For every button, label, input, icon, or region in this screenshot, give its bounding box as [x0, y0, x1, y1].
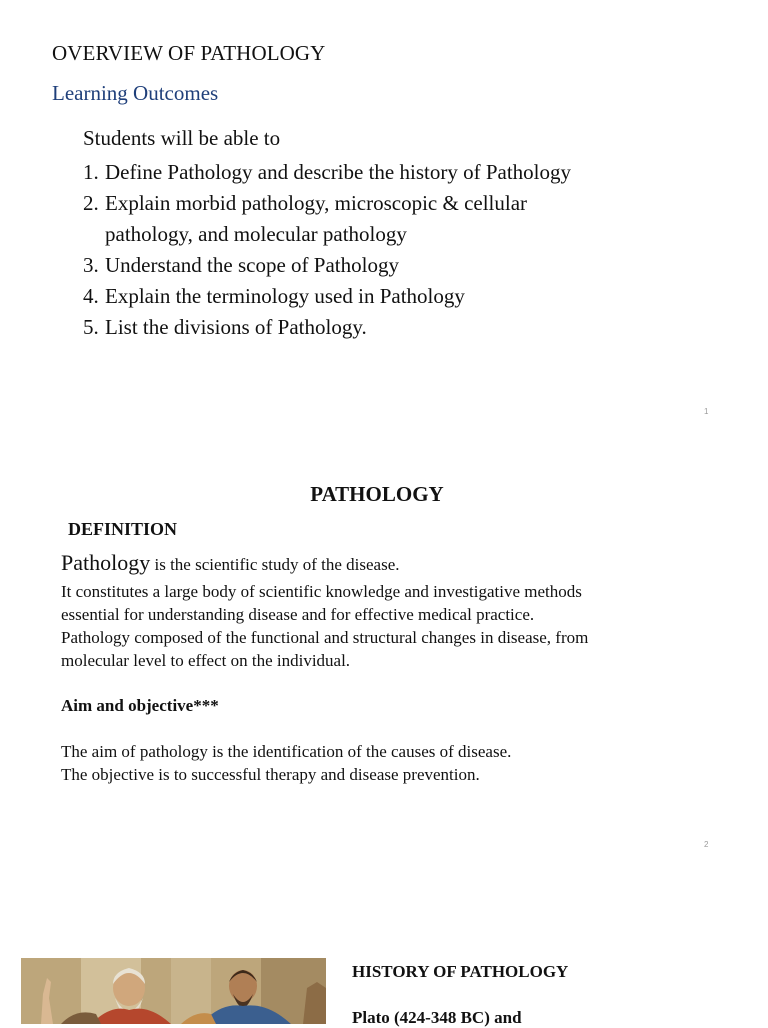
painting-image: [21, 958, 326, 1024]
definition-sentence: [61, 550, 400, 576]
slide3-title: HISTORY OF PATHOLOGY: [352, 962, 569, 981]
aim-line: The aim of pathology is the identification of the causes of disease.: [61, 742, 512, 761]
slide1-intro: Students will be able to: [83, 126, 281, 150]
definition-heading: DEFINITION: [68, 519, 178, 539]
body-line: It constitutes a large body of scientific knowledge and investigative methods: [61, 582, 582, 601]
body-line: molecular level to effect on the individual.: [61, 651, 351, 670]
aim-heading: Aim and objective***: [61, 696, 219, 715]
slide1-title: OVERVIEW OF PATHOLOGY: [52, 41, 326, 65]
list-item-number: 1.: [83, 160, 99, 184]
definition-rest: is the scientific study of the disease.: [150, 555, 400, 574]
list-item-text: Explain morbid pathology, microscopic & cellular pathology, and molecular pathology: [105, 191, 528, 246]
list-item-text: List the divisions of Pathology.: [105, 315, 367, 339]
list-item-text: Understand the scope of Pathology: [105, 253, 399, 277]
list-item-number: 4.: [83, 284, 99, 308]
list-item: [83, 250, 603, 281]
list-item: [83, 312, 603, 343]
list-item: [83, 157, 603, 188]
list-item-text: Define Pathology and describe the history of Pathology: [105, 160, 571, 184]
list-item: [83, 188, 603, 250]
list-item: [83, 281, 603, 312]
page-number: 1: [704, 407, 709, 416]
slide2-title: PATHOLOGY: [310, 482, 444, 506]
aim-line: The objective is to successful therapy and disease prevention.: [61, 765, 480, 784]
learning-outcomes-list: [83, 157, 603, 343]
list-item-text: Explain the terminology used in Pathology: [105, 284, 465, 308]
page-number: 2: [704, 840, 709, 849]
definition-body: [61, 580, 701, 672]
slide1-subtitle: Learning Outcomes: [52, 81, 219, 105]
aim-body: [61, 740, 701, 786]
plato-line: Plato (424-348 BC) and: [352, 1008, 522, 1027]
list-item-number: 5.: [83, 315, 99, 339]
definition-term: Pathology: [61, 550, 151, 575]
body-line: Pathology composed of the functional and structural changes in disease, from: [61, 628, 589, 647]
body-line: essential for understanding disease and for effective medical practice.: [61, 605, 535, 624]
list-item-number: 2.: [83, 191, 99, 215]
list-item-number: 3.: [83, 253, 99, 277]
